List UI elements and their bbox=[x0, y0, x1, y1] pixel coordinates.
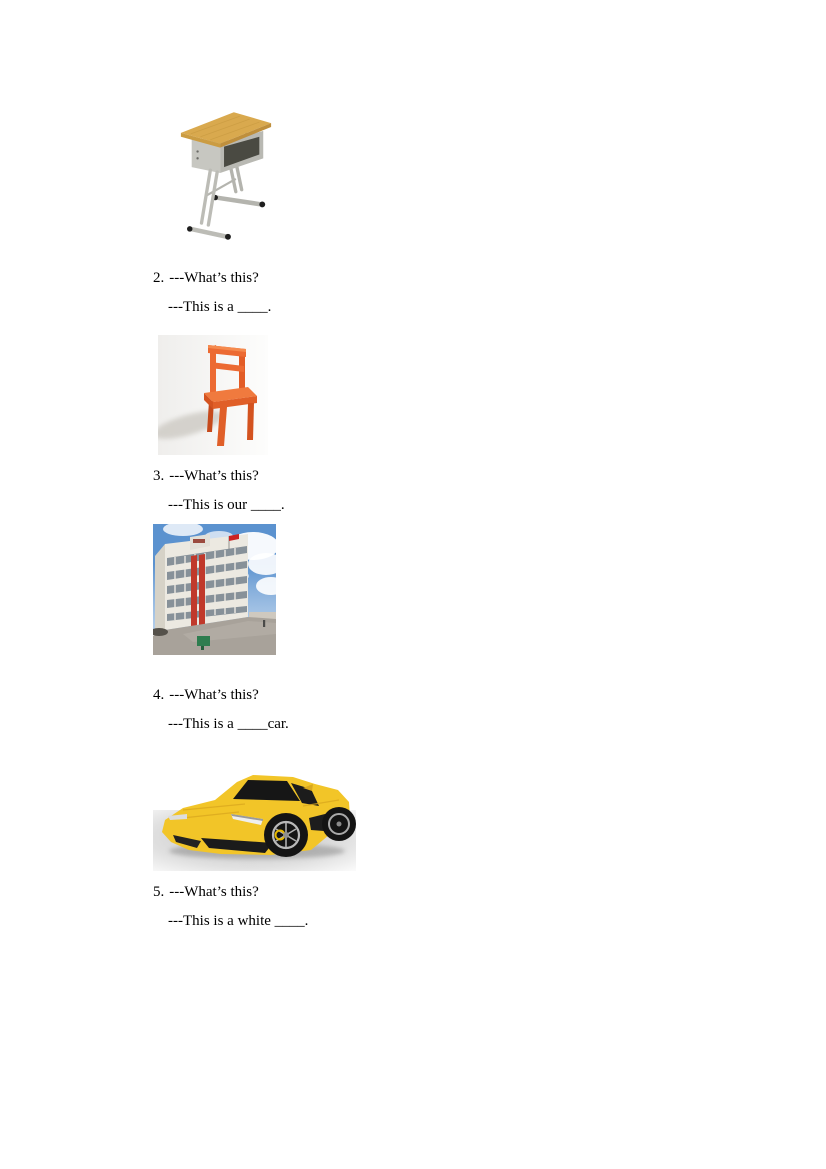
question-block-3 bbox=[153, 468, 285, 513]
question-number: 2. bbox=[153, 270, 165, 286]
yellow-car-image bbox=[153, 758, 356, 871]
question-line bbox=[153, 687, 289, 703]
chair-illustration bbox=[158, 335, 268, 455]
desk-illustration bbox=[177, 107, 275, 245]
school-building-image bbox=[153, 524, 276, 655]
question-line bbox=[153, 468, 285, 484]
answer-line-with-blank: ---This is a ____. bbox=[168, 299, 272, 315]
answer-line-with-blank: ---This is our ____. bbox=[168, 497, 285, 513]
question-line bbox=[153, 884, 308, 900]
question-number: 3. bbox=[153, 468, 165, 484]
question-number: 5. bbox=[153, 884, 165, 900]
school-illustration bbox=[153, 524, 276, 655]
answer-line-with-blank: ---This is a white ____. bbox=[168, 913, 309, 929]
question-prompt: ---What’s this? bbox=[169, 270, 259, 286]
car-illustration bbox=[153, 758, 356, 871]
question-number: 4. bbox=[153, 687, 165, 703]
question-prompt: ---What’s this? bbox=[169, 884, 259, 900]
question-line bbox=[153, 270, 271, 286]
question-block-2 bbox=[153, 270, 271, 315]
question-prompt: ---What’s this? bbox=[169, 468, 259, 484]
chair-image bbox=[158, 335, 268, 455]
answer-line-with-blank: ---This is a ____car. bbox=[168, 716, 289, 732]
question-block-4 bbox=[153, 687, 289, 732]
desk-image bbox=[177, 107, 275, 245]
question-block-5 bbox=[153, 884, 308, 929]
question-prompt: ---What’s this? bbox=[169, 687, 259, 703]
